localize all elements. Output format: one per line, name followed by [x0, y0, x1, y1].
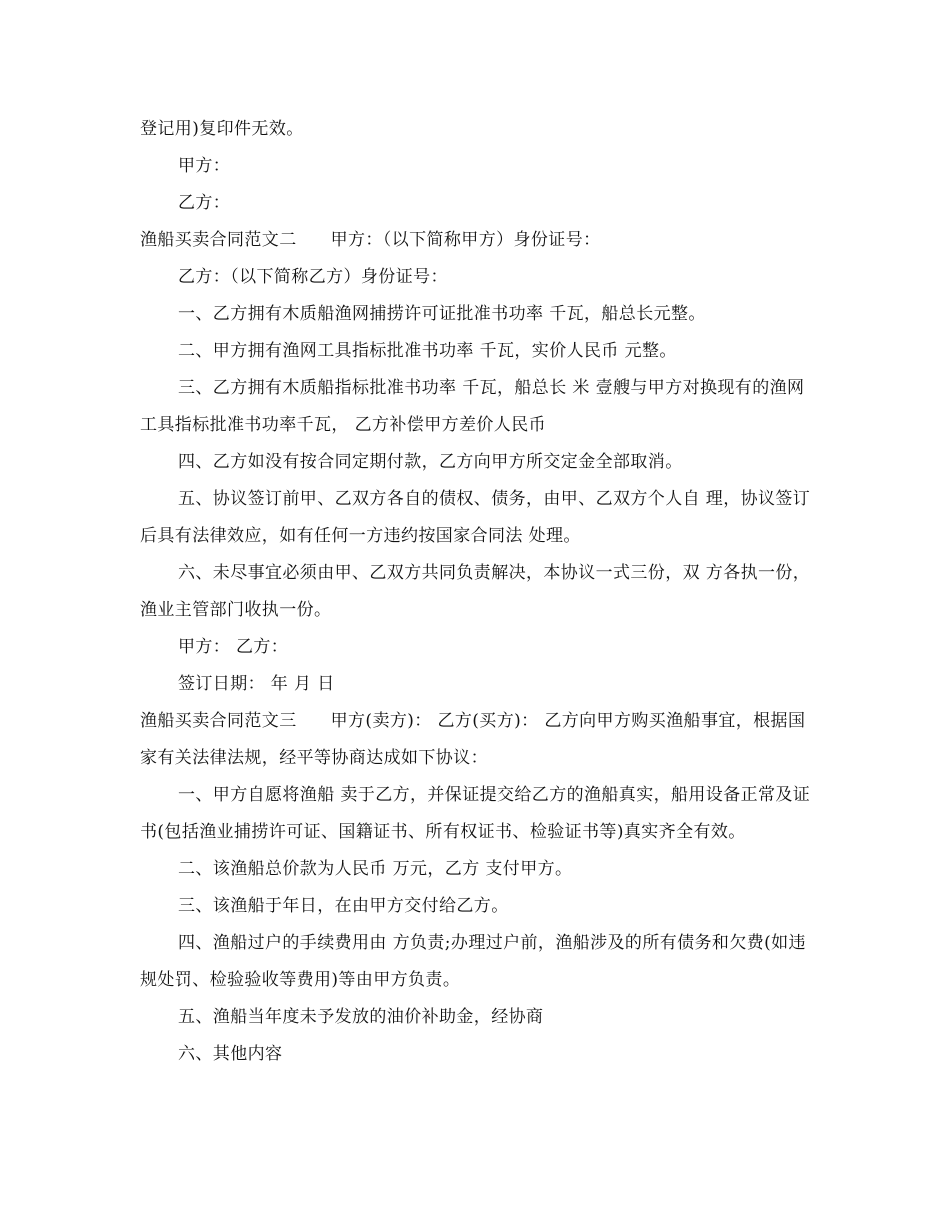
- clause-paragraph: 一、甲方自愿将渔船 卖于乙方，并保证提交给乙方的渔船真实，船用设备正常及证书(包括渔业捕捞许可证、国籍证书、所有权证书、检验证书等)真实齐全有效。: [140, 785, 811, 842]
- clause-paragraph: 五、渔船当年度未予发放的油价补助金，经协商: [178, 1007, 544, 1027]
- clause-paragraph: 六、其他内容: [178, 1044, 283, 1064]
- clause-paragraph: 二、甲方拥有渔网工具指标批准书功率 千瓦，实价人民币 元整。: [178, 341, 677, 361]
- clause-paragraph: 五、协议签订前甲、乙双方各自的债权、债务，由甲、乙双方个人自 理，协议签订后具有法律效应，如有任何一方违约按国家合同法 处理。: [140, 489, 811, 546]
- section-heading-paragraph: [140, 703, 820, 777]
- clause-paragraph: 四、乙方如没有按合同定期付款，乙方向甲方所交定金全部取消。: [178, 452, 683, 472]
- paragraph-text: 甲方(卖方)： 乙方(买方)： 乙方向甲方购买渔船事宜，根据国家有关法律法规，经平等协商达成如下协议：: [140, 711, 806, 768]
- clause-paragraph: 三、该渔船于年日，在由甲方交付给乙方。: [178, 896, 509, 916]
- date-line: 签订日期： 年 月 日: [178, 674, 335, 694]
- document-body: [140, 111, 820, 1073]
- section-title: 渔船买卖合同范文三: [140, 711, 297, 731]
- paragraph: 乙方：: [178, 193, 231, 213]
- clause-paragraph: 一、乙方拥有木质船渔网捕捞许可证批准书功率 千瓦，船总长元整。: [178, 304, 706, 324]
- paragraph: 登记用)复印件无效。: [140, 119, 304, 139]
- paragraph-text: 甲方：（以下简称甲方）身份证号：: [330, 230, 601, 250]
- paragraph: 乙方：（以下简称乙方）身份证号：: [178, 267, 448, 287]
- signature-line: 甲方： 乙方：: [178, 637, 289, 657]
- clause-paragraph: 三、乙方拥有木质船指标批准书功率 千瓦，船总长 米 壹艘与甲方对换现有的渔网工具指标批准书功率千瓦， 乙方补偿甲方差价人民币: [140, 378, 805, 435]
- section-title: 渔船买卖合同范文二: [140, 230, 297, 250]
- paragraph: 甲方：: [178, 156, 231, 176]
- clause-paragraph: 二、该渔船总价款为人民币 万元，乙方 支付甲方。: [178, 859, 573, 879]
- clause-paragraph: 四、渔船过户的手续费用由 方负责;办理过户前，渔船涉及的所有债务和欠费(如违规处罚、检验验收等费用)等由甲方负责。: [140, 933, 806, 990]
- section-heading-paragraph: [140, 222, 820, 259]
- clause-paragraph: 六、未尽事宜必须由甲、乙双方共同负责解决，本协议一式三份，双 方各执一份，渔业主管部门收执一份。: [140, 563, 811, 620]
